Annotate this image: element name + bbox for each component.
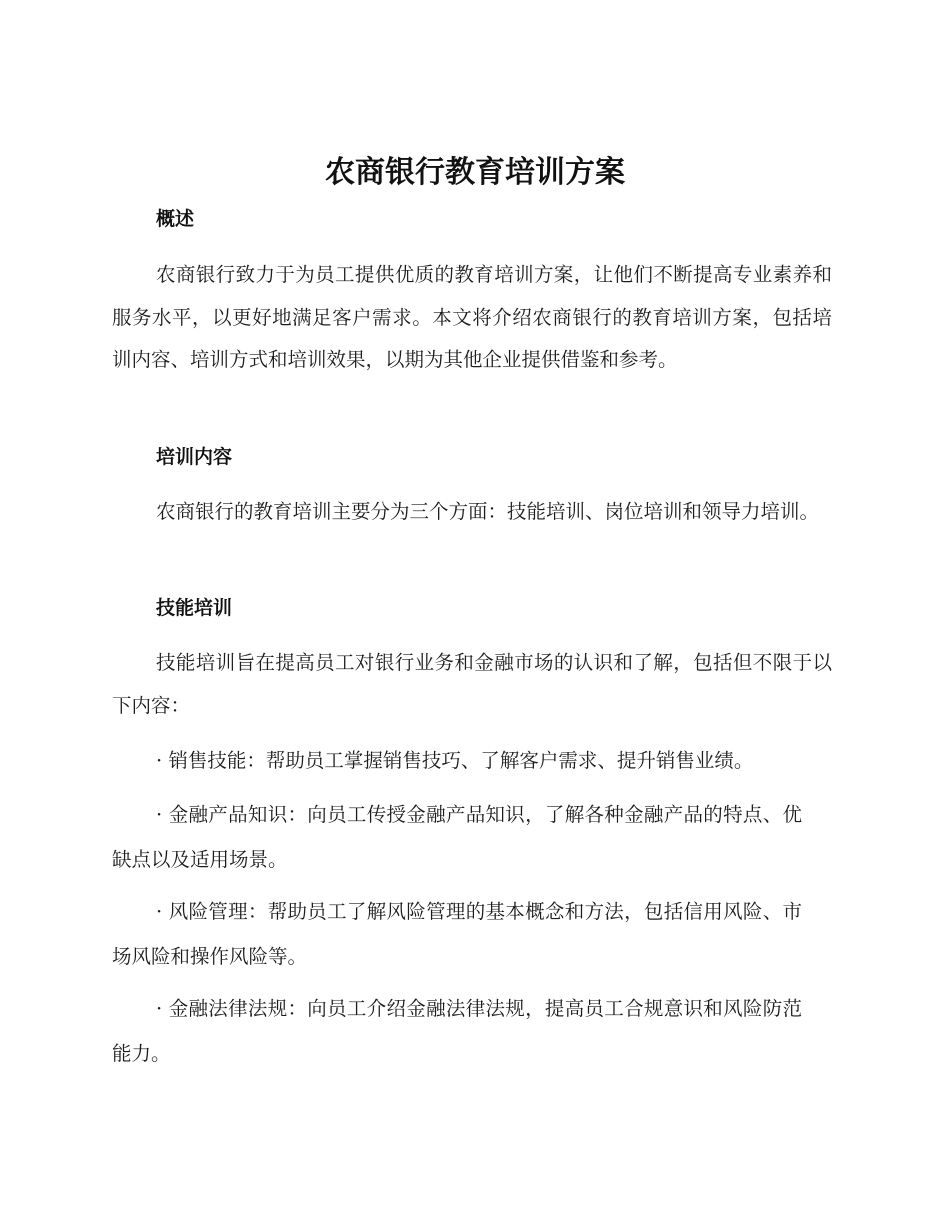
document-title: 农商银行教育培训方案 [325, 155, 625, 190]
section-heading-training-content: 培训内容 [156, 446, 233, 468]
training-content-paragraph: 农商银行的教育培训主要分为三个方面：技能培训、岗位培训和领导力培训。 [156, 500, 820, 523]
overview-paragraph: 农商银行致力于为员工提供优质的教育培训方案，让他们不断提高专业素养和服务水平，以更好地满足客户需求。本文将介绍农商银行的教育培训方案，包括培训内容、培训方式和培训效果，以期为其他企业提供借鉴和参考。 [112, 263, 832, 371]
section-heading-skills-training: 技能培训 [156, 597, 233, 619]
section-heading-overview: 概述 [156, 208, 195, 230]
bullet-item-risk-management: · 风险管理：帮助员工了解风险管理的基本概念和方法，包括信用风险、市场风险和操作风险等。 [112, 900, 802, 968]
skills-training-paragraph: 技能培训旨在提高员工对银行业务和金融市场的认识和了解，包括但不限于以下内容： [112, 651, 832, 717]
bullet-item-sales-skills: · 销售技能：帮助员工掌握销售技巧、了解客户需求、提升销售业绩。 [156, 749, 754, 772]
bullet-item-financial-law: · 金融法律法规：向员工介绍金融法律法规，提高员工合规意识和风险防范能力。 [112, 997, 802, 1065]
bullet-item-financial-products: · 金融产品知识：向员工传授金融产品知识，了解各种金融产品的特点、优缺点以及适用场景。 [112, 803, 802, 871]
